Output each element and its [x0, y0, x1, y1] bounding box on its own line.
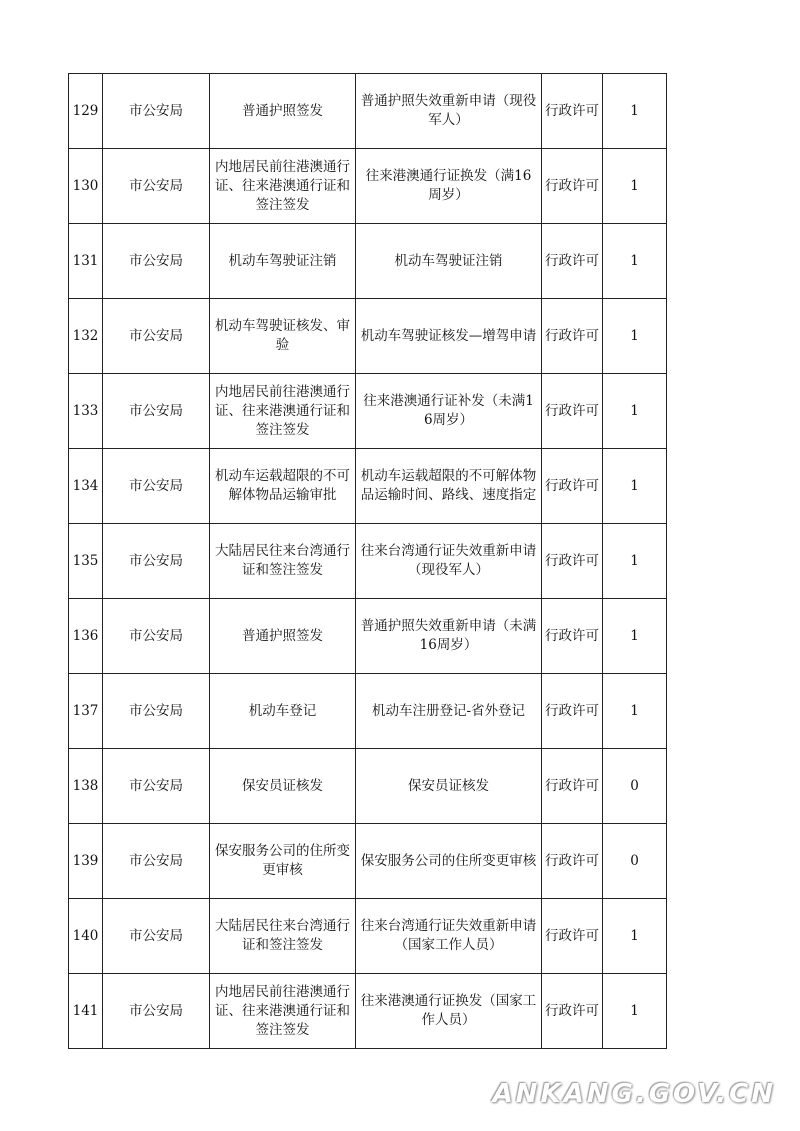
row-number-cell: 129 [69, 74, 103, 149]
table-row [69, 599, 667, 674]
sub-item-cell: 往来台湾通行证失效重新申请（现役军人） [356, 524, 542, 599]
row-number-cell: 134 [69, 449, 103, 524]
item-name-cell: 内地居民前往港澳通行证、往来港澳通行证和签注签发 [210, 149, 356, 224]
count-cell: 1 [603, 899, 667, 974]
item-name-cell: 普通护照签发 [210, 599, 356, 674]
table-row [69, 674, 667, 749]
department-cell: 市公安局 [103, 749, 210, 824]
sub-item-cell: 往来港澳通行证补发（未满16周岁） [356, 374, 542, 449]
category-cell: 行政许可 [542, 149, 603, 224]
table-row [69, 524, 667, 599]
item-name-cell: 机动车驾驶证核发、审验 [210, 299, 356, 374]
sub-item-cell: 机动车注册登记-省外登记 [356, 674, 542, 749]
sub-item-cell: 保安服务公司的住所变更审核 [356, 824, 542, 899]
sub-item-cell: 机动车运载超限的不可解体物品运输时间、路线、速度指定 [356, 449, 542, 524]
permit-table [68, 73, 667, 1049]
category-cell: 行政许可 [542, 524, 603, 599]
department-cell: 市公安局 [103, 674, 210, 749]
department-cell: 市公安局 [103, 899, 210, 974]
site-watermark: ANKANG.GOV.CN [492, 1079, 776, 1109]
table-row [69, 749, 667, 824]
department-cell: 市公安局 [103, 299, 210, 374]
count-cell: 1 [603, 374, 667, 449]
department-cell: 市公安局 [103, 974, 210, 1049]
row-number-cell: 131 [69, 224, 103, 299]
count-cell: 1 [603, 224, 667, 299]
count-cell: 1 [603, 599, 667, 674]
category-cell: 行政许可 [542, 374, 603, 449]
category-cell: 行政许可 [542, 974, 603, 1049]
row-number-cell: 138 [69, 749, 103, 824]
count-cell: 1 [603, 524, 667, 599]
row-number-cell: 135 [69, 524, 103, 599]
department-cell: 市公安局 [103, 824, 210, 899]
count-cell: 1 [603, 149, 667, 224]
category-cell: 行政许可 [542, 674, 603, 749]
row-number-cell: 130 [69, 149, 103, 224]
table-row [69, 449, 667, 524]
table-row [69, 974, 667, 1049]
sub-item-cell: 保安员证核发 [356, 749, 542, 824]
row-number-cell: 136 [69, 599, 103, 674]
department-cell: 市公安局 [103, 224, 210, 299]
count-cell: 1 [603, 674, 667, 749]
row-number-cell: 133 [69, 374, 103, 449]
category-cell: 行政许可 [542, 224, 603, 299]
category-cell: 行政许可 [542, 74, 603, 149]
row-number-cell: 140 [69, 899, 103, 974]
sub-item-cell: 机动车驾驶证核发—增驾申请 [356, 299, 542, 374]
table-row [69, 899, 667, 974]
department-cell: 市公安局 [103, 449, 210, 524]
sub-item-cell: 往来港澳通行证换发（满16周岁） [356, 149, 542, 224]
department-cell: 市公安局 [103, 149, 210, 224]
item-name-cell: 大陆居民往来台湾通行证和签注签发 [210, 524, 356, 599]
category-cell: 行政许可 [542, 749, 603, 824]
sub-item-cell: 普通护照失效重新申请（现役军人） [356, 74, 542, 149]
item-name-cell: 普通护照签发 [210, 74, 356, 149]
item-name-cell: 保安员证核发 [210, 749, 356, 824]
category-cell: 行政许可 [542, 824, 603, 899]
department-cell: 市公安局 [103, 599, 210, 674]
count-cell: 1 [603, 974, 667, 1049]
row-number-cell: 141 [69, 974, 103, 1049]
department-cell: 市公安局 [103, 74, 210, 149]
department-cell: 市公安局 [103, 524, 210, 599]
count-cell: 1 [603, 74, 667, 149]
category-cell: 行政许可 [542, 899, 603, 974]
table-row [69, 149, 667, 224]
sub-item-cell: 往来港澳通行证换发（国家工作人员） [356, 974, 542, 1049]
count-cell: 1 [603, 299, 667, 374]
table-row [69, 374, 667, 449]
department-cell: 市公安局 [103, 374, 210, 449]
item-name-cell: 机动车运载超限的不可解体物品运输审批 [210, 449, 356, 524]
item-name-cell: 内地居民前往港澳通行证、往来港澳通行证和签注签发 [210, 974, 356, 1049]
item-name-cell: 机动车驾驶证注销 [210, 224, 356, 299]
category-cell: 行政许可 [542, 599, 603, 674]
count-cell: 1 [603, 449, 667, 524]
row-number-cell: 132 [69, 299, 103, 374]
table-row [69, 74, 667, 149]
table-row [69, 299, 667, 374]
category-cell: 行政许可 [542, 299, 603, 374]
table-row [69, 824, 667, 899]
item-name-cell: 大陆居民往来台湾通行证和签注签发 [210, 899, 356, 974]
item-name-cell: 内地居民前往港澳通行证、往来港澳通行证和签注签发 [210, 374, 356, 449]
sub-item-cell: 普通护照失效重新申请（未满16周岁） [356, 599, 542, 674]
row-number-cell: 137 [69, 674, 103, 749]
category-cell: 行政许可 [542, 449, 603, 524]
item-name-cell: 保安服务公司的住所变更审核 [210, 824, 356, 899]
item-name-cell: 机动车登记 [210, 674, 356, 749]
count-cell: 0 [603, 824, 667, 899]
row-number-cell: 139 [69, 824, 103, 899]
table-body [69, 74, 667, 1049]
count-cell: 0 [603, 749, 667, 824]
sub-item-cell: 机动车驾驶证注销 [356, 224, 542, 299]
table-row [69, 224, 667, 299]
sub-item-cell: 往来台湾通行证失效重新申请（国家工作人员） [356, 899, 542, 974]
